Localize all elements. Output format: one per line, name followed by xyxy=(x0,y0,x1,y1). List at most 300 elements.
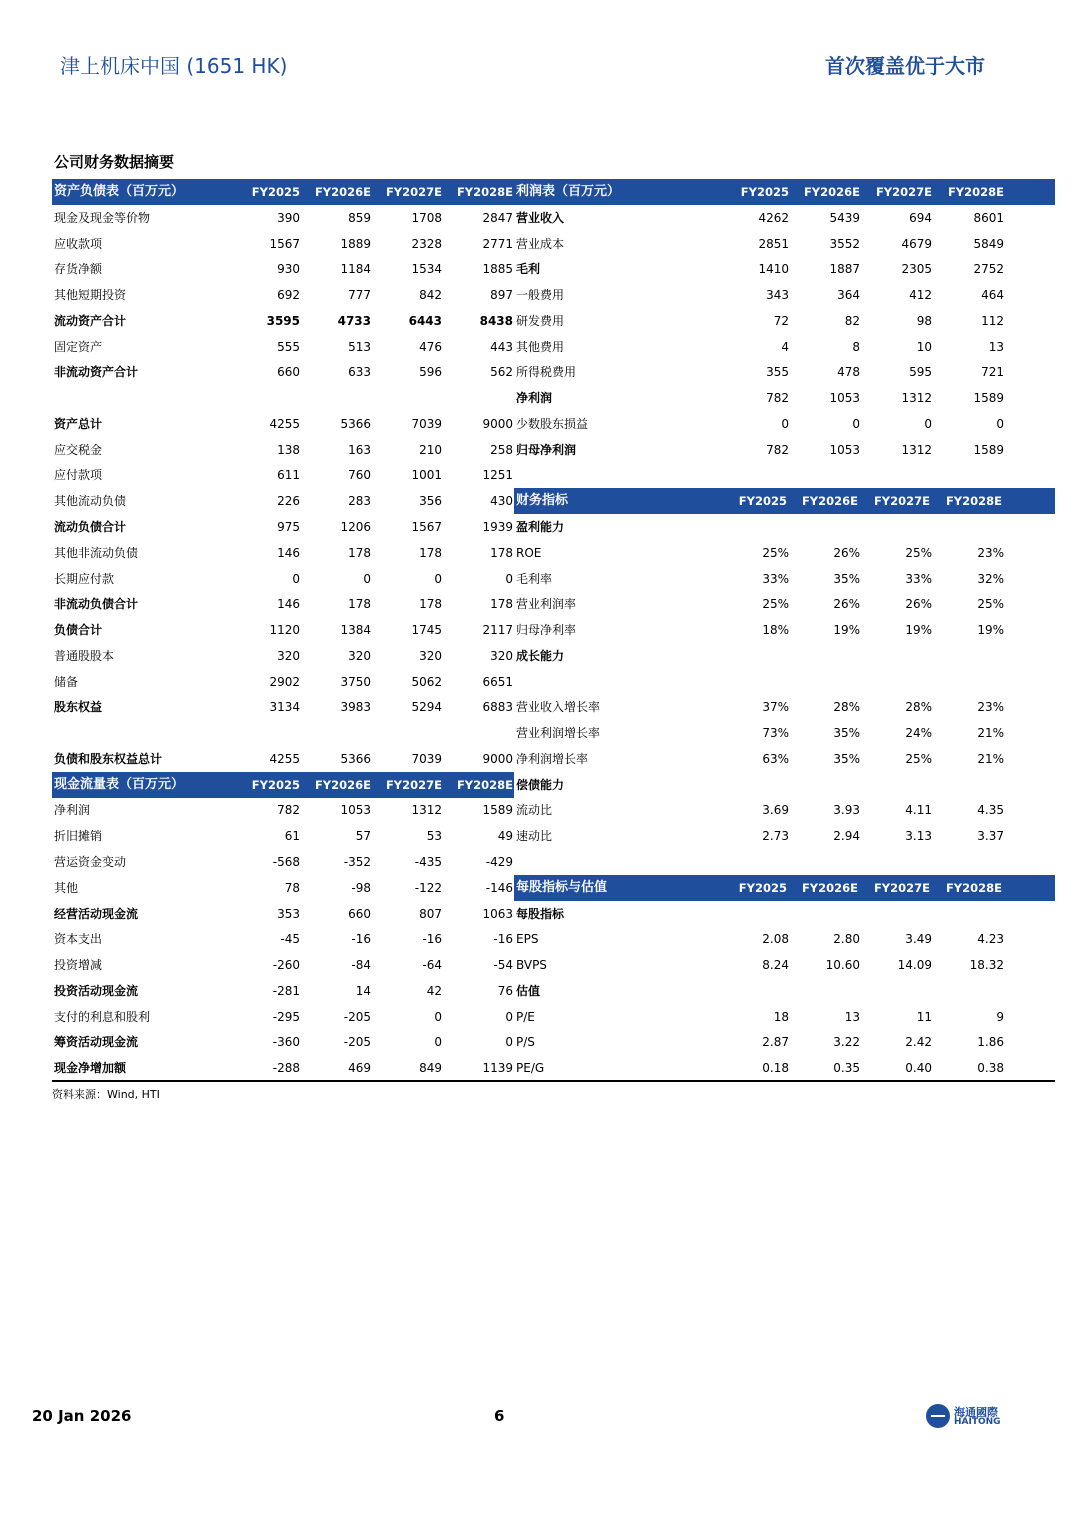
table-row xyxy=(52,1004,514,1030)
row-value: 8 xyxy=(852,339,860,354)
row-value: 18.32 xyxy=(969,958,1004,973)
fi-header xyxy=(514,488,1055,514)
col-y3: FY2027E xyxy=(873,880,930,895)
row-label: 应付款项 xyxy=(54,468,103,483)
table-row xyxy=(514,385,1055,411)
table-row xyxy=(52,926,514,952)
row-value: 555 xyxy=(277,339,300,354)
row-value: 25% xyxy=(977,597,1004,612)
row-value: 1589 xyxy=(973,391,1004,406)
table-row xyxy=(52,797,514,823)
row-value: 1708 xyxy=(411,210,442,225)
row-value: 19% xyxy=(833,623,860,638)
haitong-logo xyxy=(926,1404,1008,1432)
row-label: 非流动负债合计 xyxy=(54,597,139,612)
table-row xyxy=(514,334,1055,360)
table-row xyxy=(514,797,1055,823)
table-row xyxy=(52,462,514,488)
row-value: -435 xyxy=(414,855,442,870)
table-row xyxy=(514,901,1055,927)
row-value: 476 xyxy=(419,339,442,354)
row-value xyxy=(729,772,789,798)
row-value xyxy=(729,462,789,488)
report-header-company: 津上机床中国 (1651 HK) xyxy=(60,54,288,78)
row-label: 非流动资产合计 xyxy=(54,365,139,380)
row-label: 投资增减 xyxy=(54,958,103,973)
row-value: 3134 xyxy=(269,700,300,715)
row-value: 595 xyxy=(909,365,932,380)
row-value: 390 xyxy=(277,210,300,225)
logo-cn-text: 海通國際 xyxy=(954,1406,998,1419)
row-value: 1184 xyxy=(340,262,371,277)
table-row xyxy=(514,231,1055,257)
row-value xyxy=(729,669,789,695)
row-value: 112 xyxy=(981,313,1004,328)
row-value: -16 xyxy=(422,932,442,947)
row-value xyxy=(872,901,932,927)
row-value: 73% xyxy=(762,726,789,741)
col-fy2027e: FY2027E xyxy=(875,185,932,199)
row-value: 4255 xyxy=(269,751,300,766)
row-value: -64 xyxy=(422,958,442,973)
row-value: 1885 xyxy=(482,262,513,277)
row-label: 毛利 xyxy=(516,262,541,277)
row-value: 2752 xyxy=(973,262,1004,277)
row-value: 98 xyxy=(916,313,932,328)
table-row xyxy=(514,437,1055,463)
row-value: 1053 xyxy=(829,391,860,406)
table-row xyxy=(52,385,514,411)
row-label: 存货净额 xyxy=(54,262,103,277)
table-row xyxy=(514,823,1055,849)
row-value: 1589 xyxy=(973,442,1004,457)
row-label: 投资活动现金流 xyxy=(54,983,139,998)
row-value: 2771 xyxy=(482,236,513,251)
row-value: 692 xyxy=(277,288,300,303)
row-value xyxy=(240,385,300,411)
row-value: 3750 xyxy=(340,674,371,689)
row-label: 净利润增长率 xyxy=(516,751,589,766)
row-value xyxy=(453,385,513,411)
row-value: 0.18 xyxy=(762,1061,789,1076)
row-value: -146 xyxy=(485,880,513,895)
row-label: P/S xyxy=(516,1035,535,1050)
row-value xyxy=(800,669,860,695)
table-row xyxy=(52,978,514,1004)
table-row xyxy=(52,746,514,772)
row-value: 5366 xyxy=(340,416,371,431)
row-value: 1.86 xyxy=(977,1035,1004,1050)
table-row xyxy=(514,952,1055,978)
row-value: 320 xyxy=(490,648,513,663)
row-value: -568 xyxy=(272,855,300,870)
row-label: BVPS xyxy=(516,958,547,973)
row-value: 9000 xyxy=(482,416,513,431)
row-value: 72 xyxy=(773,313,789,328)
row-value: 1534 xyxy=(411,262,442,277)
col-y4: FY2028E xyxy=(456,777,513,792)
row-value: 9000 xyxy=(482,751,513,766)
row-label: 筹资活动现金流 xyxy=(54,1035,139,1050)
row-value: 3.22 xyxy=(833,1035,860,1050)
row-value: 2117 xyxy=(482,623,513,638)
table-row xyxy=(52,256,514,282)
row-label: 偿债能力 xyxy=(516,777,565,792)
row-value: 18 xyxy=(773,1009,789,1024)
row-value: 13 xyxy=(844,1009,860,1024)
row-label: 流动资产合计 xyxy=(54,313,127,328)
row-value: 25% xyxy=(762,597,789,612)
row-value: 1139 xyxy=(482,1061,513,1076)
row-value: 5294 xyxy=(411,700,442,715)
row-value xyxy=(453,720,513,746)
table-row xyxy=(514,591,1055,617)
table-row xyxy=(514,205,1055,231)
row-value: 61 xyxy=(284,829,300,844)
row-label: 股东权益 xyxy=(54,700,103,715)
row-value: 1120 xyxy=(269,623,300,638)
row-value: -295 xyxy=(272,1009,300,1024)
row-label: 其他非流动负债 xyxy=(54,545,139,560)
row-value: 6651 xyxy=(482,674,513,689)
row-value: 782 xyxy=(766,442,789,457)
row-value: 3.69 xyxy=(762,803,789,818)
row-label: 少数股东损益 xyxy=(516,416,589,431)
row-value: 760 xyxy=(348,468,371,483)
row-value: 33% xyxy=(762,571,789,586)
row-label: 现金净增加额 xyxy=(54,1061,127,1076)
table-row xyxy=(52,411,514,437)
table-row xyxy=(52,437,514,463)
row-label: 营业收入 xyxy=(516,210,565,225)
row-value xyxy=(729,978,789,1004)
row-label: 资产总计 xyxy=(54,416,103,431)
row-value xyxy=(800,643,860,669)
row-value: 33% xyxy=(905,571,932,586)
row-value: 26% xyxy=(905,597,932,612)
row-value: 6443 xyxy=(408,313,442,328)
row-label: 流动负债合计 xyxy=(54,520,127,534)
row-label: 负债和股东权益总计 xyxy=(54,751,163,766)
table-row xyxy=(52,643,514,669)
row-label: 其他流动负债 xyxy=(54,494,127,509)
row-value xyxy=(729,643,789,669)
row-label: 长期应付款 xyxy=(54,571,115,586)
table-row xyxy=(52,823,514,849)
row-value: 146 xyxy=(277,545,300,560)
row-value: 1251 xyxy=(482,468,513,483)
row-value: -360 xyxy=(272,1035,300,1050)
row-value: -122 xyxy=(414,880,442,895)
row-label: 应收款项 xyxy=(54,236,103,251)
row-label: 普通股股本 xyxy=(54,648,115,663)
row-value: 3595 xyxy=(266,313,300,328)
row-value: 35% xyxy=(833,726,860,741)
row-value: 320 xyxy=(277,648,300,663)
row-label: 折旧摊销 xyxy=(54,829,103,844)
table-row xyxy=(52,849,514,875)
row-value: 694 xyxy=(909,210,932,225)
row-value xyxy=(944,901,1004,927)
row-value: 0 xyxy=(505,1035,513,1050)
table-row xyxy=(52,540,514,566)
row-label: 其他 xyxy=(54,880,79,895)
row-value: -54 xyxy=(493,958,513,973)
row-value: 2328 xyxy=(411,236,442,251)
row-value: 19% xyxy=(905,623,932,638)
table-row xyxy=(514,772,1055,798)
row-value: 3.37 xyxy=(977,829,1004,844)
row-value: 5439 xyxy=(829,210,860,225)
row-label: PE/G xyxy=(516,1061,545,1076)
table-row xyxy=(514,308,1055,334)
row-value: -45 xyxy=(280,932,300,947)
row-value: 19% xyxy=(977,623,1004,638)
table-row xyxy=(52,591,514,617)
row-value: 4.35 xyxy=(977,803,1004,818)
row-value: -16 xyxy=(351,932,371,947)
row-value: 8.24 xyxy=(762,958,789,973)
table-row xyxy=(52,566,514,592)
row-value: 37% xyxy=(762,700,789,715)
row-value: 562 xyxy=(490,365,513,380)
row-value: 2.73 xyxy=(762,829,789,844)
row-value xyxy=(944,514,1004,540)
row-value: 57 xyxy=(355,829,371,844)
row-label: 毛利率 xyxy=(516,571,553,586)
row-value: -205 xyxy=(343,1035,371,1050)
row-value: 1567 xyxy=(411,520,442,534)
row-value xyxy=(944,772,1004,798)
row-value: 25% xyxy=(905,545,932,560)
row-value: 1312 xyxy=(901,442,932,457)
row-value: 1312 xyxy=(411,803,442,818)
row-label: 负债合计 xyxy=(54,623,103,638)
row-value: 25% xyxy=(762,545,789,560)
row-value: 18% xyxy=(762,623,789,638)
row-value: 611 xyxy=(277,468,300,483)
col-y3: FY2027E xyxy=(873,494,930,509)
row-value: 49 xyxy=(497,829,513,844)
row-value: 32% xyxy=(977,571,1004,586)
row-label: 流动比 xyxy=(516,803,553,818)
row-value: 14.09 xyxy=(897,958,932,973)
row-value: 4733 xyxy=(337,313,371,328)
row-value: 4255 xyxy=(269,416,300,431)
row-value: 5366 xyxy=(340,751,371,766)
row-value: 283 xyxy=(348,494,371,509)
row-value: 14 xyxy=(355,983,371,998)
row-value xyxy=(872,849,932,875)
row-value: -84 xyxy=(351,958,371,973)
table-row xyxy=(514,978,1055,1004)
table-row xyxy=(514,669,1055,695)
row-value xyxy=(872,462,932,488)
row-value: 0 xyxy=(434,1035,442,1050)
row-value xyxy=(800,772,860,798)
table-row xyxy=(514,694,1055,720)
row-value: 0 xyxy=(434,571,442,586)
page-number: 6 xyxy=(494,1407,505,1425)
row-value xyxy=(944,669,1004,695)
row-value xyxy=(944,643,1004,669)
row-value: 0 xyxy=(781,416,789,431)
row-value: 660 xyxy=(348,906,371,921)
col-y1: FY2025 xyxy=(738,494,787,509)
row-value: 975 xyxy=(277,520,300,534)
row-value: 1889 xyxy=(340,236,371,251)
table-row xyxy=(514,926,1055,952)
table-row xyxy=(514,643,1055,669)
table-row xyxy=(52,308,514,334)
row-value xyxy=(944,462,1004,488)
row-value: 178 xyxy=(490,597,513,612)
row-value: 7039 xyxy=(411,751,442,766)
row-label: 经营活动现金流 xyxy=(54,906,139,921)
row-value: 4262 xyxy=(758,210,789,225)
row-value: 633 xyxy=(348,365,371,380)
row-value xyxy=(800,978,860,1004)
row-label: 支付的利息和股利 xyxy=(54,1009,151,1024)
row-value: 78 xyxy=(284,880,300,895)
row-value xyxy=(800,462,860,488)
row-value: 7039 xyxy=(411,416,442,431)
row-label: ROE xyxy=(516,545,542,560)
row-value: 443 xyxy=(490,339,513,354)
row-value: 1312 xyxy=(901,391,932,406)
row-value: 26% xyxy=(833,545,860,560)
table-header-top xyxy=(52,179,1055,205)
row-value: 0.35 xyxy=(833,1061,860,1076)
row-value: 76 xyxy=(497,983,513,998)
row-value xyxy=(729,514,789,540)
table-row xyxy=(514,720,1055,746)
row-value: 6883 xyxy=(482,700,513,715)
row-value: 3552 xyxy=(829,236,860,251)
row-value: 721 xyxy=(981,365,1004,380)
logo-en-text: HAITONG xyxy=(954,1417,1001,1427)
row-value: 2305 xyxy=(901,262,932,277)
row-label: EPS xyxy=(516,932,539,947)
col-fy2026e: FY2026E xyxy=(314,185,371,199)
table-row xyxy=(514,282,1055,308)
row-value xyxy=(729,901,789,927)
table-row xyxy=(52,952,514,978)
row-value: 320 xyxy=(419,648,442,663)
row-label: P/E xyxy=(516,1009,535,1024)
col-fy2025: FY2025 xyxy=(740,185,789,199)
row-value xyxy=(872,514,932,540)
row-value: 26% xyxy=(833,597,860,612)
table-row xyxy=(52,875,514,901)
row-value: 2.94 xyxy=(833,829,860,844)
table-row xyxy=(52,359,514,385)
table-row xyxy=(514,411,1055,437)
row-value: 0 xyxy=(434,1009,442,1024)
row-value: 178 xyxy=(419,597,442,612)
row-value xyxy=(382,720,442,746)
row-value: 2847 xyxy=(482,210,513,225)
row-label: 现金及现金等价物 xyxy=(54,210,151,225)
row-value: 226 xyxy=(277,494,300,509)
ps-header-title: 每股指标与估值 xyxy=(516,879,608,895)
row-value xyxy=(944,978,1004,1004)
row-value: 0 xyxy=(505,571,513,586)
row-value: 178 xyxy=(490,545,513,560)
table-bottom-rule xyxy=(52,1080,1055,1082)
row-value: 1887 xyxy=(829,262,860,277)
row-value: 138 xyxy=(277,442,300,457)
table-row xyxy=(52,231,514,257)
row-value: 1410 xyxy=(758,262,789,277)
row-value: 356 xyxy=(419,494,442,509)
row-value: 320 xyxy=(348,648,371,663)
table-row xyxy=(514,566,1055,592)
table-row xyxy=(514,617,1055,643)
bs-title: 资产负债表（百万元） xyxy=(54,184,185,199)
row-value: 258 xyxy=(490,442,513,457)
row-value: 21% xyxy=(977,751,1004,766)
row-value: 11 xyxy=(916,1009,932,1024)
row-value xyxy=(872,643,932,669)
row-value xyxy=(800,849,860,875)
row-value xyxy=(872,772,932,798)
row-value: 0 xyxy=(996,416,1004,431)
row-value: 596 xyxy=(419,365,442,380)
row-label: 研发费用 xyxy=(516,313,565,328)
col-fy2027e: FY2027E xyxy=(385,185,442,199)
col-y2: FY2026E xyxy=(801,880,858,895)
row-value xyxy=(800,514,860,540)
row-value: 28% xyxy=(833,700,860,715)
row-value: 364 xyxy=(837,288,860,303)
row-value: -16 xyxy=(493,932,513,947)
row-value: -288 xyxy=(272,1061,300,1076)
row-value: 1745 xyxy=(411,623,442,638)
row-value xyxy=(382,385,442,411)
footer-date: 20 Jan 2026 xyxy=(32,1407,132,1425)
row-value: 4.23 xyxy=(977,932,1004,947)
row-label: 盈利能力 xyxy=(516,520,565,534)
row-value: 35% xyxy=(833,571,860,586)
row-value: 35% xyxy=(833,751,860,766)
source-note: 资料来源：Wind, HTI xyxy=(52,1088,160,1101)
row-value: 930 xyxy=(277,262,300,277)
col-fy2028e: FY2028E xyxy=(456,185,513,199)
row-label: 固定资产 xyxy=(54,339,103,354)
table-row xyxy=(514,462,1055,488)
row-value: 82 xyxy=(844,313,860,328)
row-value: 782 xyxy=(277,803,300,818)
row-value: 3.93 xyxy=(833,803,860,818)
row-value: 1053 xyxy=(340,803,371,818)
row-value: -352 xyxy=(343,855,371,870)
row-value: 10 xyxy=(916,339,932,354)
table-row xyxy=(52,617,514,643)
row-label: 营运资金变动 xyxy=(54,855,127,870)
row-value: 1206 xyxy=(340,520,371,534)
row-label: 成长能力 xyxy=(516,648,565,663)
table-row xyxy=(52,1055,514,1081)
table-row xyxy=(514,1029,1055,1055)
row-value: 0 xyxy=(505,1009,513,1024)
row-value xyxy=(311,720,371,746)
table-row xyxy=(52,514,514,540)
row-value: 0.38 xyxy=(977,1061,1004,1076)
row-value: 478 xyxy=(837,365,860,380)
row-value: 897 xyxy=(490,288,513,303)
row-label: 其他短期投资 xyxy=(54,288,127,303)
